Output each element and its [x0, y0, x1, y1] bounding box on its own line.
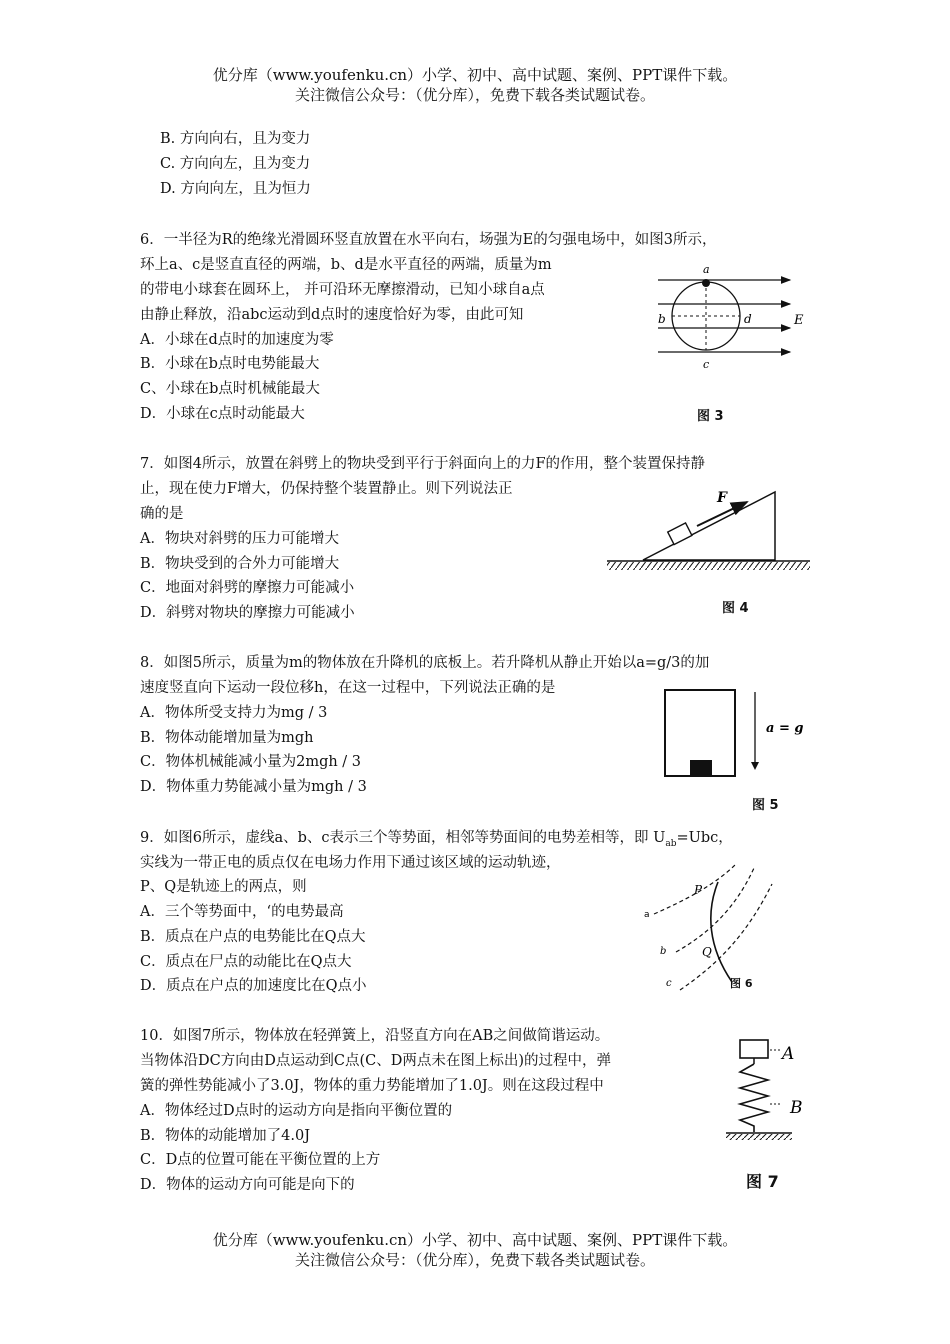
- fig7-label-a: A: [782, 1044, 795, 1064]
- page-header-line1: 优分库（www.youfenku.cn）小学、初中、高中试题、案例、PPT课件下载。: [212, 66, 738, 84]
- q10-option-b: B．物体的动能增加了4.0J: [140, 1128, 311, 1144]
- q10-stem-line1: 10．如图7所示，物体放在轻弹簧上，沿竖直方向在AB之间做简谐运动。: [140, 1028, 610, 1044]
- q6-option-a: A．小球在d点时的加速度为零: [140, 332, 334, 348]
- figure-5-caption: 图 5: [752, 798, 779, 813]
- fig6-label-a: a: [644, 910, 650, 920]
- q9-stem-line1-post: =Ubc，: [676, 830, 733, 846]
- q9-stem-line1-sub: ab: [665, 838, 677, 849]
- q10-option-d: D．物体的运动方向可能是向下的: [140, 1177, 355, 1193]
- q9-option-c: C．质点在尸点的动能比在Q点大: [140, 954, 352, 970]
- figure-4-caption: 图 4: [722, 601, 749, 616]
- q8-stem-line1: 8．如图5所示，质量为m的物体放在升降机的底板上。若升降机从静止开始以a=g/3的加: [140, 655, 710, 671]
- q6-stem-line1: 6．一半径为R的绝缘光滑圆环竖直放置在水平向右，场强为E的匀强电场中，如图3所示，: [140, 232, 717, 248]
- figure-7-caption: 图 7: [746, 1172, 779, 1191]
- q7-option-d: D．斜劈对物块的摩擦力可能减小: [140, 605, 355, 621]
- figure-7-spring: [720, 1036, 820, 1146]
- q7-stem-line3: 确的是: [140, 506, 184, 522]
- fig5-accel-label: a = g: [766, 721, 804, 736]
- fig3-label-a: a: [703, 263, 710, 276]
- q6-option-b: B．小球在b点时电势能最大: [140, 356, 320, 372]
- q7-option-a: A．物块对斜劈的压力可能增大: [140, 531, 339, 547]
- q5-option-b: B. 方向向右，且为变力: [160, 131, 311, 147]
- fig6-label-c: c: [666, 978, 672, 989]
- figure-3-caption: 图 3: [697, 409, 724, 424]
- q7-option-b: B．物块受到的合外力可能增大: [140, 556, 340, 572]
- page-footer-line1: 优分库（www.youfenku.cn）小学、初中、高中试题、案例、PPT课件下载。: [212, 1231, 738, 1249]
- q9-option-d: D．质点在户点的加速度比在Q点小: [140, 978, 367, 994]
- q9-stem-line1: [140, 826, 733, 849]
- fig6-label-p: P: [694, 883, 703, 897]
- q7-stem-line2: 止，现在使力F增大，仍保持整个装置静止。则下列说法正: [140, 481, 513, 497]
- q6-stem-line2: 环上a、c是竖直直径的两端，b、d是水平直径的两端，质量为m: [140, 257, 552, 273]
- fig3-label-c: c: [703, 358, 710, 371]
- fig6-label-q: Q: [702, 945, 712, 959]
- q10-stem-line3: 簧的弹性势能减小了3.0J，物体的重力势能增加了1.0J。则在这段过程中: [140, 1078, 604, 1094]
- q8-option-a: A．物体所受支持力为mg / 3: [140, 705, 328, 721]
- fig4-label-f: F: [717, 490, 727, 506]
- q6-stem-line3: 的带电小球套在圆环上， 并可沿环无摩擦滑动，已知小球自a点: [140, 282, 545, 298]
- figure-6-equipotential: [636, 862, 786, 992]
- q6-stem-line4: 由静止释放，沿abc运动到d点时的速度恰好为零，由此可知: [140, 307, 524, 323]
- q9-option-a: A．三个等势面中，‘的电势最高: [140, 904, 344, 920]
- q8-stem-line2: 速度竖直向下运动一段位移h，在这一过程中，下列说法正确的是: [140, 680, 556, 696]
- figure-3-circle-field: [650, 262, 810, 372]
- q5-option-c: C. 方向向左，且为变力: [160, 156, 311, 172]
- fig6-label-b: b: [660, 946, 667, 957]
- q5-option-d: D. 方向向左，且为恒力: [160, 181, 311, 197]
- q10-option-a: A．物体经过D点时的运动方向是指向平衡位置的: [140, 1103, 453, 1119]
- figure-6-caption: 图 6: [730, 977, 753, 990]
- q8-option-c: C．物体机械能减小量为2mgh / 3: [140, 754, 362, 770]
- q9-stem-line3: P、Q是轨迹上的两点，则: [140, 879, 307, 895]
- page-footer-line2: 关注微信公众号：（优分库），免费下载各类试题试卷。: [294, 1251, 655, 1269]
- q9-option-b: B．质点在户点的电势能比在Q点大: [140, 929, 366, 945]
- q8-option-b: B．物体动能增加量为mgh: [140, 730, 314, 746]
- fig3-label-d: d: [744, 312, 752, 326]
- figure-5-elevator: [660, 686, 820, 782]
- q10-stem-line2: 当物体沿DC方向由D点运动到C点(C、D两点未在图上标出)的过程中，弹: [140, 1053, 611, 1069]
- q10-option-c: C．D点的位置可能在平衡位置的上方: [140, 1152, 381, 1168]
- q6-option-c: C、小球在b点时机械能最大: [140, 381, 320, 397]
- q9-stem-line1-pre: 9．如图6所示，虚线a、b、c表示三个等势面，相邻等势面间的电势差相等，即 U: [140, 830, 666, 846]
- q6-option-d: D．小球在c点时动能最大: [140, 406, 305, 422]
- q8-option-d: D．物体重力势能减小量为mgh / 3: [140, 779, 367, 795]
- fig3-label-e: E: [794, 313, 804, 328]
- q9-stem-line2: 实线为一带正电的质点仅在电场力作用下通过该区域的运动轨迹，: [140, 855, 561, 871]
- fig3-label-b: b: [658, 312, 666, 326]
- q7-stem-line1: 7．如图4所示，放置在斜劈上的物块受到平行于斜面向上的力F的作用，整个装置保持静: [140, 456, 706, 472]
- fig7-label-b: B: [790, 1098, 803, 1118]
- figure-4-wedge: [605, 488, 815, 584]
- page-header-line2: 关注微信公众号：（优分库），免费下载各类试题试卷。: [294, 86, 655, 104]
- q7-option-c: C．地面对斜劈的摩擦力可能减小: [140, 580, 355, 596]
